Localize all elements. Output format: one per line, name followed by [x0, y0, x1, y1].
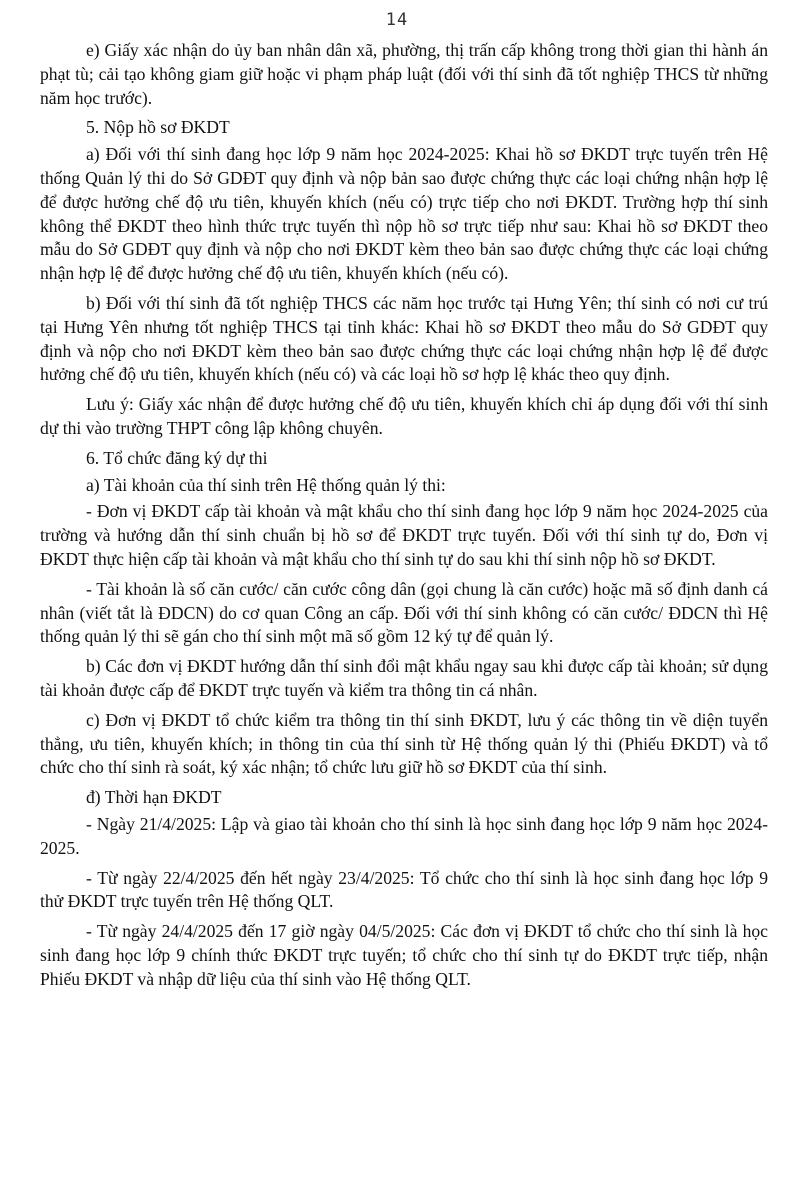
paragraph-5a: a) Đối với thí sinh đang học lớp 9 năm học 2024-2025: Khai hồ sơ ĐKDT trực tuyến trên Hệ thống Quản lý thi do Sở GDĐT quy định và nộp bản sao được chứng thực các loại chứng nhận hợp lệ để được hưởng chế độ ưu tiên, khuyến khích (nếu có) trực tiếp cho nơi ĐKDT. Trường hợp thí sinh không thể ĐKDT theo hình thức trực tuyến thì nộp hồ sơ trực tiếp như sau: Khai hồ sơ ĐKDT theo mẫu do Sở GDĐT quy định và nộp cho nơi ĐKDT kèm theo bản sao được chứng thực các loại chứng nhận hợp lệ để được hưởng chế độ ưu tiên, khuyến khích (nếu có).	[40, 144, 768, 284]
deadline-item-1: - Ngày 21/4/2025: Lập và giao tài khoản cho thí sinh là học sinh đang học lớp 9 năm học 2024-2025.	[40, 813, 768, 858]
heading-deadline: đ) Thời hạn ĐKDT	[86, 787, 222, 808]
paragraph-e-certificate: e) Giấy xác nhận do ủy ban nhân dân xã, phường, thị trấn cấp không trong thời gian thi hành án phạt tù; cải tạo không giam giữ hoặc vi phạm pháp luật (đối với thí sinh đã tốt nghiệp THCS từ những năm học trước).	[40, 40, 768, 108]
paragraph-5b: b) Đối với thí sinh đã tốt nghiệp THCS các năm học trước tại Hưng Yên; thí sinh có nơi cư trú tại Hưng Yên nhưng tốt nghiệp THCS tại tỉnh khác: Khai hồ sơ ĐKDT theo mẫu do Sở GDĐT quy định và nộp cho nơi ĐKDT kèm theo bản sao được chứng thực các loại chứng nhận hợp lệ để được hưởng chế độ ưu tiên, khuyến khích (nếu có) và các loại hồ sơ hợp lệ khác theo quy định.	[40, 292, 768, 385]
paragraph-6a-title: a) Tài khoản của thí sinh trên Hệ thống quản lý thi:	[86, 474, 446, 495]
paragraph-6a-item-2: - Tài khoản là số căn cước/ căn cước công dân (gọi chung là căn cước) hoặc mã số định danh cá nhân (viết tắt là ĐDCN) do cơ quan Công an cấp. Đối với thí sinh không có căn cước/ ĐDCN thì Hệ thống quản lý thi sẽ gán cho thí sinh một mã số gồm 12 ký tự để quản lý.	[40, 578, 768, 647]
paragraph-6a-item-1: - Đơn vị ĐKDT cấp tài khoản và mật khẩu cho thí sinh đang học lớp 9 năm học 2024-2025 của trường và hướng dẫn thí sinh chuẩn bị hồ sơ để ĐKDT trực tuyến. Đối với thí sinh tự do, Đơn vị ĐKDT thực hiện cấp tài khoản và mật khẩu cho thí sinh tự do sau khi thí sinh nộp hồ sơ ĐKDT.	[40, 501, 768, 569]
paragraph-6b: b) Các đơn vị ĐKDT hướng dẫn thí sinh đổi mật khẩu ngay sau khi được cấp tài khoản; sử dụng tài khoản được cấp để ĐKDT trực tuyến và kiểm tra thông tin cá nhân.	[40, 656, 768, 700]
heading-section-5: 5. Nộp hồ sơ ĐKDT	[86, 117, 230, 138]
heading-section-6: 6. Tổ chức đăng ký dự thi	[86, 447, 268, 468]
document-body	[40, 39, 768, 997]
paragraph-note: Lưu ý: Giấy xác nhận để được hưởng chế độ ưu tiên, khuyến khích chỉ áp dụng đối với thí sinh dự thi vào trường THPT công lập không chuyên.	[40, 394, 768, 438]
paragraph-6c: c) Đơn vị ĐKDT tổ chức kiểm tra thông tin thí sinh ĐKDT, lưu ý các thông tin về diện tuyển thẳng, ưu tiên, khuyến khích; in thông tin của thí sinh từ Hệ thống quản lý thi (Phiếu ĐKDT) và tổ chức cho thí sinh rà soát, ký xác nhận; tổ chức lưu giữ hồ sơ ĐKDT của thí sinh.	[40, 709, 768, 778]
deadline-item-2: - Từ ngày 22/4/2025 đến hết ngày 23/4/2025: Tổ chức cho thí sinh là học sinh đang học lớp 9 thử ĐKDT trực tuyến trên Hệ thống QLT.	[40, 867, 768, 912]
page-number: 14	[385, 10, 409, 30]
deadline-item-3: - Từ ngày 24/4/2025 đến 17 giờ ngày 04/5/2025: Các đơn vị ĐKDT tổ chức cho thí sinh là học sinh đang học lớp 9 chính thức ĐKDT trực tuyến; tổ chức cho thí sinh tự do ĐKDT trực tiếp, nhận Phiếu ĐKDT và nhập dữ liệu của thí sinh vào Hệ thống QLT.	[40, 921, 768, 989]
